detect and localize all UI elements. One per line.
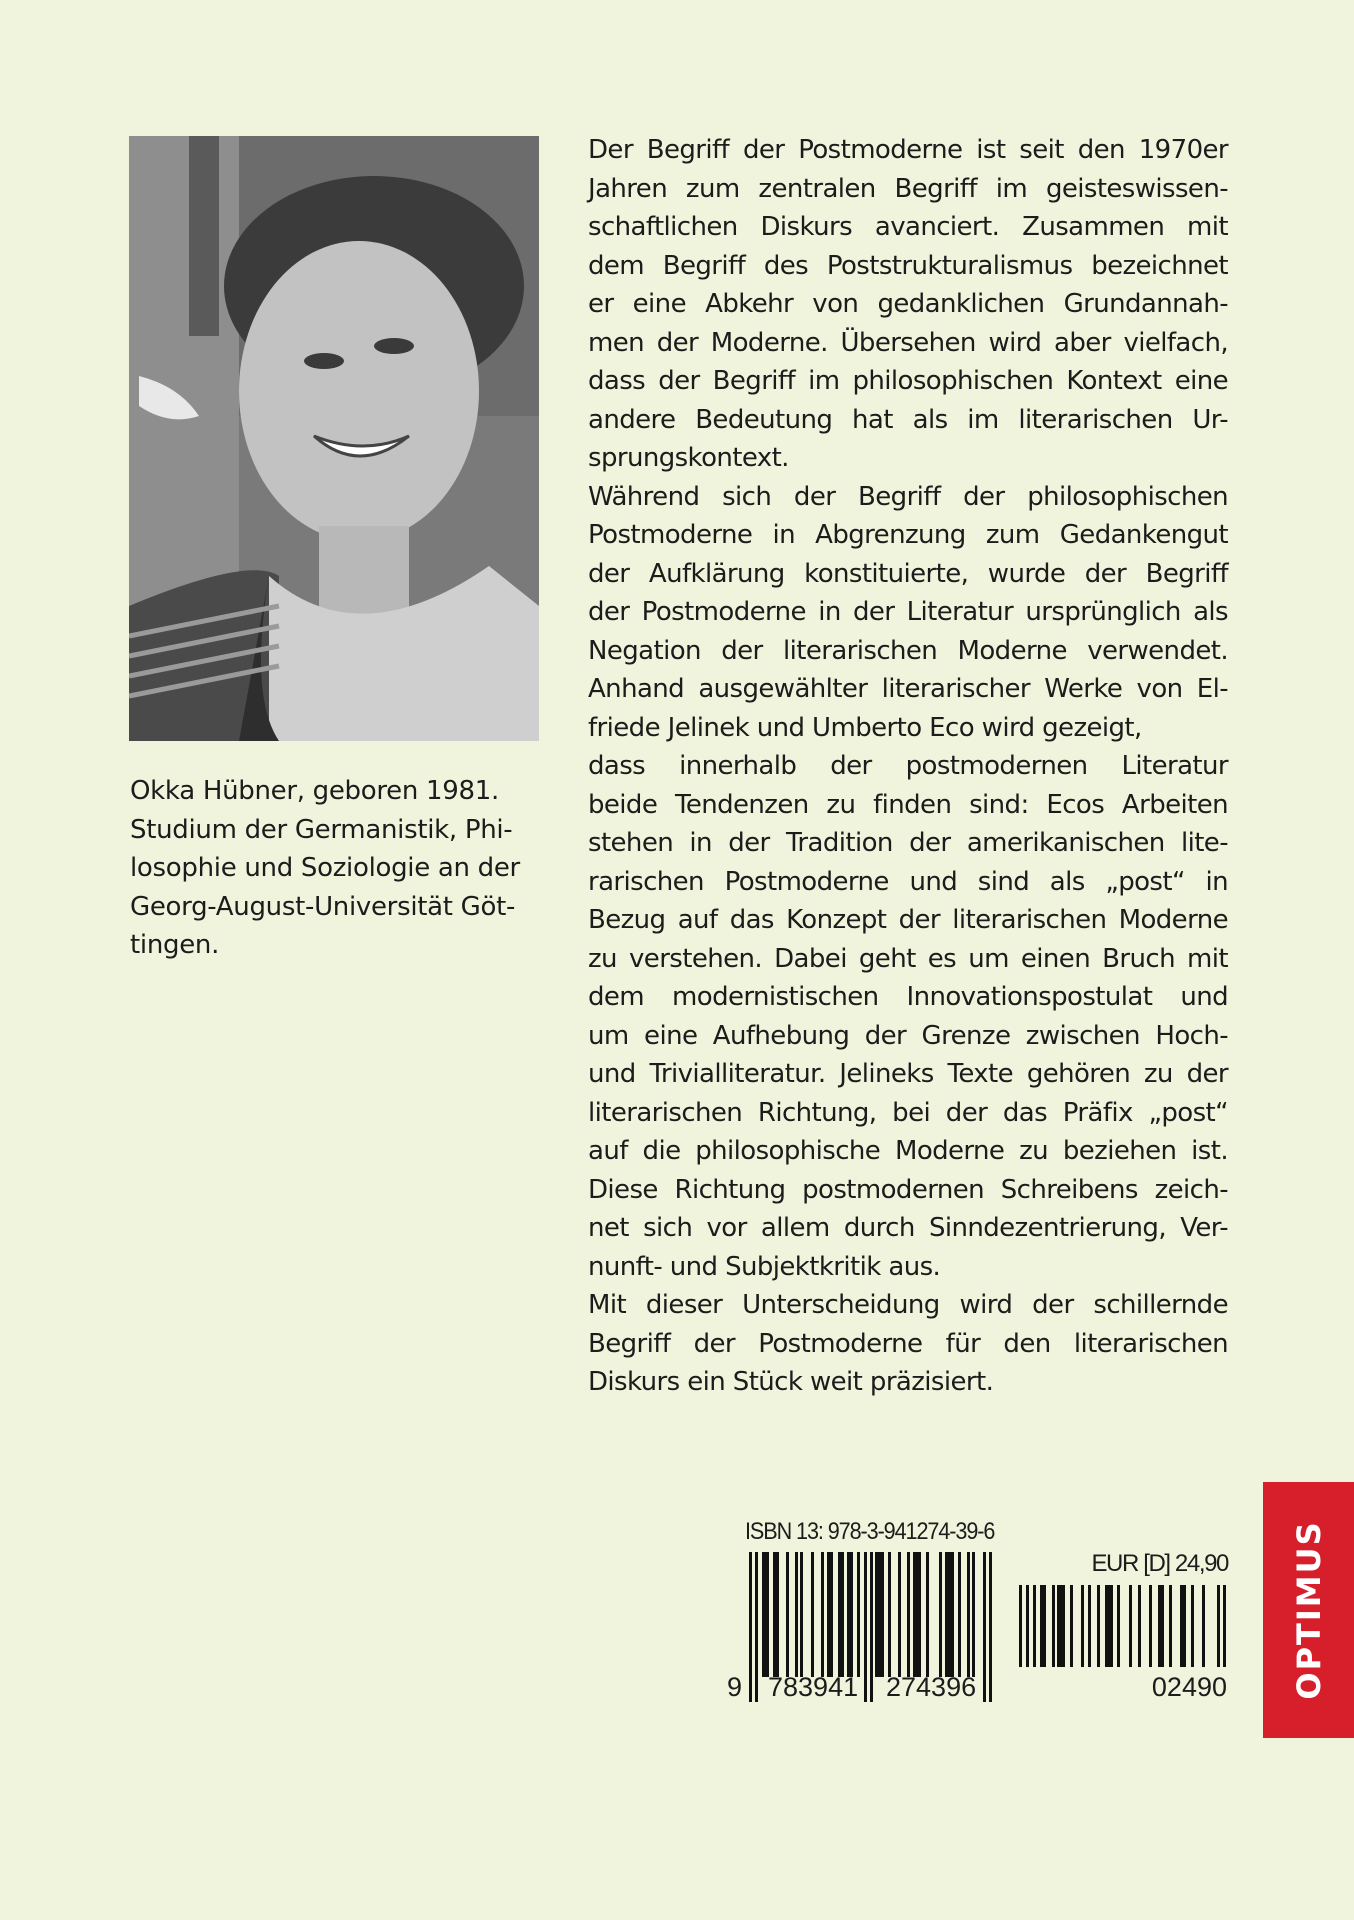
isbn-label: ISBN 13: 978-3-941274-39-6 bbox=[745, 1518, 995, 1545]
blurb-line: sprungskontext. bbox=[588, 443, 789, 473]
blurb-line: literarischen Richtung, bei der das Präfix „post“ bbox=[588, 1097, 1228, 1128]
blurb-line: andere Bedeutung hat als im literarischen Ur- bbox=[588, 404, 1228, 435]
blurb-line: und Trivialliteratur. Jelineks Texte gehören zu der bbox=[588, 1059, 1228, 1089]
blurb-line: Jahren zum zentralen Begriff im geisteswissen- bbox=[588, 173, 1228, 204]
blurb-line: beide Tendenzen zu finden sind: Ecos Arbeiten bbox=[588, 789, 1228, 820]
blurb-line: rarischen Postmoderne und sind als „post“ in bbox=[588, 866, 1228, 897]
portrait-illustration bbox=[129, 136, 539, 741]
blurb-line: dass innerhalb der postmodernen Literatur bbox=[588, 751, 1228, 781]
blurb-line: zu verstehen. Dabei geht es um einen Bruch mit bbox=[588, 943, 1228, 974]
blurb-line: der Postmoderne in der Literatur ursprünglich als bbox=[588, 597, 1228, 627]
blurb-line: nunft- und Subjektkritik aus. bbox=[588, 1251, 941, 1282]
blurb-line: Der Begriff der Postmoderne ist seit den 1970er bbox=[588, 135, 1228, 165]
blurb-line: Anhand ausgewählter literarischer Werke von El- bbox=[588, 674, 1228, 704]
blurb-line: Negation der literarischen Moderne verwendet. bbox=[588, 635, 1228, 666]
blurb-line: um eine Aufhebung der Grenze zwischen Hoch- bbox=[588, 1020, 1228, 1051]
book-description bbox=[588, 131, 1228, 1402]
price-label: EUR [D] 24,90 bbox=[1091, 1550, 1228, 1577]
author-photo bbox=[129, 136, 539, 741]
blurb-line: Während sich der Begriff der philosophischen bbox=[588, 481, 1228, 512]
author-bio: Okka Hübner, geboren 1981. Studium der Germanistik, Phi- losophie und Soziologie an der Georg-August-Universität Göt- tingen. bbox=[130, 776, 520, 960]
blurb-line: friede Jelinek und Umberto Eco wird gezeigt, bbox=[588, 712, 1142, 743]
blurb-line: der Aufklärung konstituierte, wurde der Begriff bbox=[588, 558, 1228, 589]
barcode-first-digit: 9 bbox=[727, 1672, 743, 1702]
blurb-line: stehen in der Tradition der amerikanischen lite- bbox=[588, 828, 1228, 858]
blurb-line: dass der Begriff im philosophischen Kontext eine bbox=[588, 366, 1228, 396]
addon-digits: 02490 bbox=[1151, 1672, 1227, 1702]
price-addon-barcode bbox=[1017, 1585, 1227, 1667]
blurb-line: dem modernistischen Innovationspostulat und bbox=[588, 982, 1228, 1012]
publisher-name: OPTIMUS bbox=[1289, 1520, 1328, 1700]
blurb-line: auf die philosophische Moderne zu beziehen ist. bbox=[588, 1136, 1228, 1166]
blurb-line: er eine Abkehr von gedanklichen Grundannah- bbox=[588, 289, 1228, 319]
blurb-line: Mit dieser Unterscheidung wird der schillernde bbox=[588, 1290, 1228, 1320]
publisher-logo-tab bbox=[1263, 1482, 1354, 1738]
blurb-line: dem Begriff des Poststrukturalismus bezeichnet bbox=[588, 250, 1228, 281]
blurb-line: Diskurs ein Stück weit präzisiert. bbox=[588, 1367, 994, 1397]
blurb-line: schaftlichen Diskurs avanciert. Zusammen mit bbox=[588, 212, 1228, 242]
barcode-right-digits: 274396 bbox=[886, 1672, 977, 1702]
blurb-line: men der Moderne. Übersehen wird aber vielfach, bbox=[588, 327, 1228, 358]
blurb-line: Postmoderne in Abgrenzung zum Gedankengut bbox=[588, 520, 1228, 550]
blurb-line: net sich vor allem durch Sinndezentrierung, Ver- bbox=[588, 1213, 1228, 1243]
blurb-line: Begriff der Postmoderne für den literarischen bbox=[588, 1328, 1228, 1359]
blurb-line: Diese Richtung postmodernen Schreibens zeich- bbox=[588, 1174, 1228, 1205]
blurb-line: Bezug auf das Konzept der literarischen Moderne bbox=[588, 905, 1228, 935]
barcode-left-digits: 783941 bbox=[768, 1672, 859, 1702]
